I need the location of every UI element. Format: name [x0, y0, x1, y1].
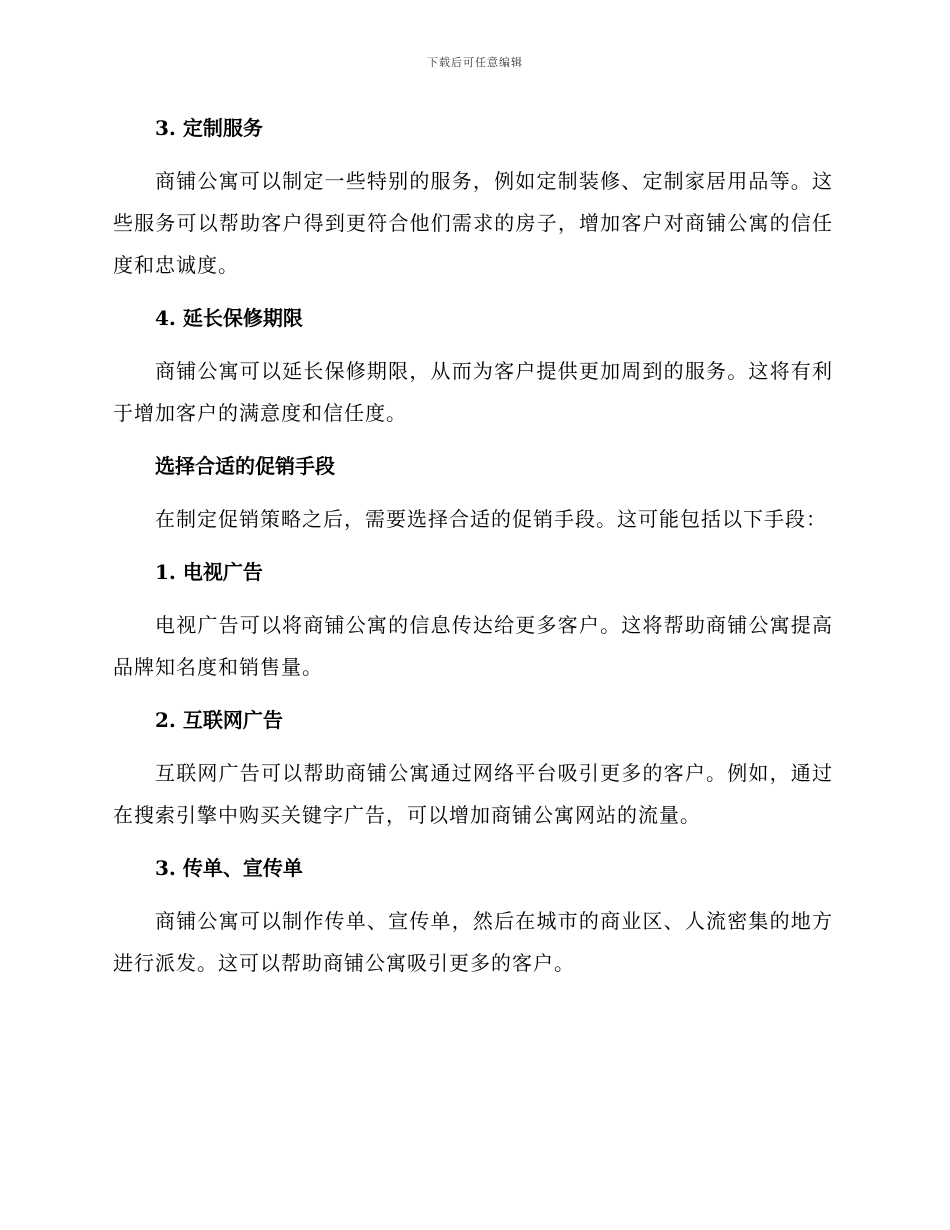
header-note: 下载后可任意编辑: [427, 56, 523, 69]
paragraph-tv-ads: 电视广告可以将商铺公寓的信息传达给更多客户。这将帮助商铺公寓提高品牌知名度和销售量。: [113, 613, 833, 679]
paragraph-internet-ads: 互联网广告可以帮助商铺公寓通过网络平台吸引更多的客户。例如，通过在搜索引擎中购买关键字广告，可以增加商铺公寓网站的流量。: [113, 761, 833, 827]
paragraph-extended-warranty: 商铺公寓可以延长保修期限，从而为客户提供更加周到的服务。这将有利于增加客户的满意度和信任度。: [113, 359, 833, 425]
paragraph-promotion-means: 在制定促销策略之后，需要选择合适的促销手段。这可能包括以下手段：: [155, 507, 827, 531]
section-heading-flyers: 3. 传单、宣传单: [155, 856, 303, 880]
document-body: [113, 108, 833, 996]
section-heading-internet-ads: 2. 互联网广告: [155, 708, 283, 732]
section-heading-promotion-means: 选择合适的促销手段: [155, 454, 335, 478]
section-heading-customized-service: 3. 定制服务: [155, 116, 263, 140]
section-heading-extended-warranty: 4. 延长保修期限: [155, 306, 303, 330]
paragraph-customized-service: 商铺公寓可以制定一些特别的服务，例如定制装修、定制家居用品等。这些服务可以帮助客户得到更符合他们需求的房子，增加客户对商铺公寓的信任度和忠诚度。: [113, 169, 833, 277]
paragraph-flyers: 商铺公寓可以制作传单、宣传单，然后在城市的商业区、人流密集的地方进行派发。这可以帮助商铺公寓吸引更多的客户。: [113, 909, 833, 975]
section-heading-tv-ads: 1. 电视广告: [155, 560, 263, 584]
